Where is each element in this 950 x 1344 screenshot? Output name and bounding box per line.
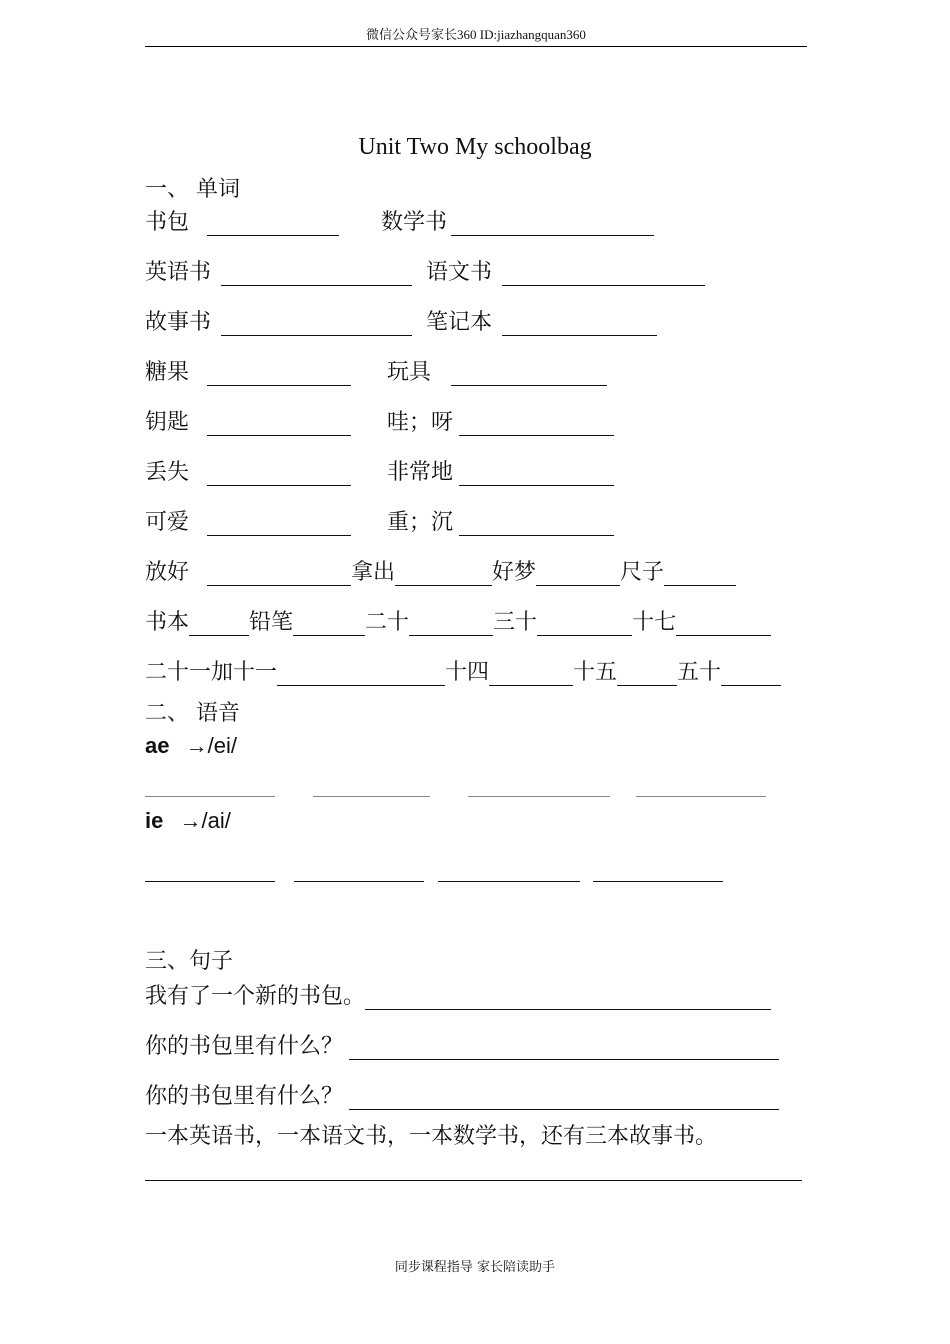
- sentence-text: 你的书包里有什么？: [145, 1034, 344, 1059]
- vocab-word: 拿出: [351, 560, 396, 585]
- phonics-letters: ie: [145, 808, 164, 833]
- answer-blank[interactable]: [221, 263, 412, 286]
- answer-blank[interactable]: [207, 513, 351, 536]
- answer-blank[interactable]: [145, 881, 275, 882]
- phonics-rule-ie: [145, 808, 231, 834]
- vocab-row: [145, 356, 607, 386]
- vocab-word: 十七: [632, 610, 677, 635]
- answer-blank[interactable]: [489, 663, 573, 686]
- sentence-text: 我有了一个新的书包。: [145, 984, 366, 1009]
- answer-blank[interactable]: [277, 663, 445, 686]
- vocab-word: 二十: [365, 610, 410, 635]
- vocab-word: 十五: [573, 660, 618, 685]
- answer-blank[interactable]: [207, 463, 351, 486]
- arrow-icon: →: [185, 733, 208, 758]
- vocab-word: 可爱: [145, 510, 190, 535]
- phonics-sound: /ei/: [207, 733, 237, 758]
- answer-blank[interactable]: [313, 796, 430, 797]
- answer-blank[interactable]: [502, 263, 705, 286]
- phonics-letters: ae: [145, 733, 170, 758]
- sentence-row: [145, 1080, 779, 1110]
- section-vocab-heading: 一、 单词: [145, 177, 240, 202]
- vocab-word: 二十一加十一: [145, 660, 278, 685]
- vocab-row: [145, 556, 736, 586]
- vocab-row: [145, 256, 705, 286]
- vocab-word: 故事书: [145, 310, 212, 335]
- answer-blank[interactable]: [451, 363, 607, 386]
- vocab-word: 笔记本: [426, 310, 493, 335]
- answer-blank[interactable]: [664, 563, 736, 586]
- vocab-word: 五十: [677, 660, 722, 685]
- vocab-word: 放好: [145, 560, 190, 585]
- answer-blank[interactable]: [721, 663, 781, 686]
- vocab-row: [145, 406, 614, 436]
- vocab-word: 铅笔: [249, 610, 294, 635]
- answer-blank[interactable]: [145, 796, 275, 797]
- vocab-row: [145, 456, 614, 486]
- sentence-text: 一本英语书，一本语文书，一本数学书，还有三本故事书。: [145, 1124, 718, 1149]
- vocab-word: 英语书: [145, 260, 212, 285]
- section-sentences-heading: 三、句子: [145, 949, 234, 974]
- answer-blank[interactable]: [537, 613, 632, 636]
- answer-blank[interactable]: [293, 613, 365, 636]
- page-header: 微信公众号家长360 ID:jiazhangquan360: [145, 26, 807, 47]
- answer-blank[interactable]: [207, 213, 339, 236]
- sentence-row: [145, 980, 771, 1010]
- vocab-word: 糖果: [145, 360, 190, 385]
- vocab-word: 三十: [493, 610, 538, 635]
- answer-blank[interactable]: [207, 413, 351, 436]
- arrow-icon: →: [179, 808, 202, 833]
- answer-blank[interactable]: [438, 881, 580, 882]
- vocab-word: 数学书: [381, 210, 448, 235]
- page-footer: 同步课程指导 家长陪读助手: [394, 1260, 556, 1275]
- answer-blank[interactable]: [459, 413, 614, 436]
- answer-blank[interactable]: [349, 1087, 779, 1110]
- vocab-row: [145, 656, 781, 686]
- answer-blank[interactable]: [365, 987, 771, 1010]
- vocab-word: 十四: [445, 660, 490, 685]
- vocab-word: 书包: [145, 210, 190, 235]
- answer-blank[interactable]: [459, 463, 614, 486]
- phonics-sound: /ai/: [201, 808, 231, 833]
- answer-blank[interactable]: [459, 513, 614, 536]
- phonics-rule-ae: [145, 733, 237, 759]
- answer-blank[interactable]: [617, 663, 677, 686]
- vocab-row: [145, 606, 771, 636]
- answer-blank[interactable]: [451, 213, 654, 236]
- vocab-row: [145, 206, 654, 236]
- vocab-row: [145, 506, 614, 536]
- sentence-text: 你的书包里有什么？: [145, 1084, 344, 1109]
- answer-blank[interactable]: [468, 796, 610, 797]
- answer-blank[interactable]: [294, 881, 424, 882]
- vocab-word: 好梦: [492, 560, 537, 585]
- vocab-word: 钥匙: [145, 410, 190, 435]
- vocab-word: 书本: [145, 610, 190, 635]
- answer-blank[interactable]: [207, 363, 351, 386]
- section-phonics-heading: 二、 语音: [145, 701, 240, 726]
- vocab-word: 尺子: [620, 560, 665, 585]
- answer-blank[interactable]: [221, 313, 412, 336]
- worksheet-title: Unit Two My schoolbag: [358, 134, 592, 160]
- answer-blank[interactable]: [502, 313, 657, 336]
- answer-blank[interactable]: [676, 613, 771, 636]
- answer-blank[interactable]: [395, 563, 492, 586]
- answer-blank[interactable]: [409, 613, 493, 636]
- answer-blank[interactable]: [536, 563, 620, 586]
- sentence-row: [145, 1030, 779, 1060]
- vocab-row: [145, 306, 657, 336]
- vocab-word: 语文书: [426, 260, 493, 285]
- vocab-word: 非常地: [387, 460, 454, 485]
- vocab-word: 哇；呀: [387, 410, 454, 435]
- answer-blank[interactable]: [207, 563, 351, 586]
- answer-blank[interactable]: [593, 881, 723, 882]
- vocab-word: 重；沉: [387, 510, 454, 535]
- answer-blank[interactable]: [636, 796, 766, 797]
- answer-blank[interactable]: [189, 613, 249, 636]
- vocab-word: 丢失: [145, 460, 190, 485]
- answer-blank[interactable]: [349, 1037, 779, 1060]
- answer-blank[interactable]: [145, 1180, 802, 1181]
- vocab-word: 玩具: [387, 360, 432, 385]
